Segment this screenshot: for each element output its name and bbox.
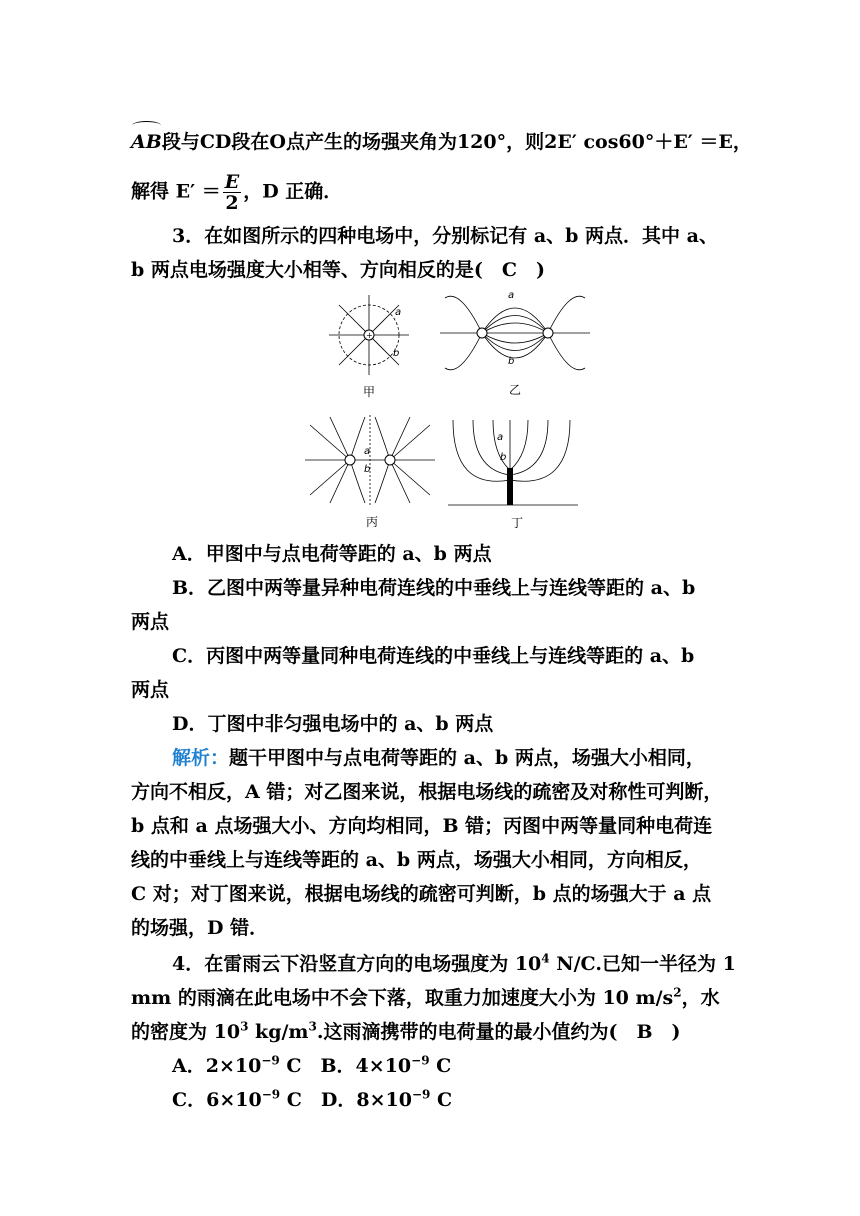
bing-a-label: a bbox=[364, 446, 371, 457]
q4-opt-b-unit: C bbox=[429, 1055, 452, 1077]
intro-line-1-text: 段与CD段在O点产生的场强夹角为120°，则2E′ cos60°＋E′ ＝E， bbox=[161, 131, 752, 153]
caption-ding: 丁 bbox=[511, 516, 524, 530]
analysis-line-6: 的场强，D 错． bbox=[131, 917, 269, 939]
caption-bing: 丙 bbox=[366, 515, 379, 529]
q4-l2-pre: mm 的雨滴在此电场中不会下落，取重力加速度大小为 10 m/s bbox=[131, 987, 674, 1009]
q4-opt-c: C．6×10 bbox=[172, 1089, 262, 1111]
figure-ding bbox=[448, 420, 580, 510]
q4-opt-a-unit: C bbox=[279, 1055, 302, 1077]
q4-stem-1 bbox=[172, 952, 736, 976]
q4-opt-a-exp: −9 bbox=[261, 1053, 280, 1068]
q4-l2-sup: 2 bbox=[673, 985, 682, 1000]
bing-b-label: b bbox=[364, 464, 371, 475]
q4-opt-d-exp: −9 bbox=[411, 1087, 431, 1102]
q4-options-cd bbox=[172, 1088, 452, 1112]
q4-opt-b: B．4×10 bbox=[320, 1055, 412, 1077]
yi-a-label: a bbox=[508, 290, 515, 301]
analysis-line-5: C 对；对丁图来说，根据电场线的疏密可判断，b 点的场强大于 a 点 bbox=[131, 883, 712, 905]
q3-option-a: A．甲图中与点电荷等距的 a、b 两点 bbox=[172, 543, 492, 565]
q4-l3-pre: 的密度为 10 bbox=[131, 1021, 241, 1043]
q4-l3-sup: 3 bbox=[240, 1019, 249, 1034]
intro-line-1 bbox=[131, 130, 752, 154]
intro-line-2 bbox=[131, 172, 342, 213]
q4-opt-d-unit: C bbox=[430, 1089, 453, 1111]
figure-bing bbox=[305, 415, 435, 505]
ding-b-label: b bbox=[500, 452, 507, 463]
ding-a-label: a bbox=[497, 432, 504, 443]
q4-l2-post: ，水 bbox=[681, 987, 720, 1009]
analysis-label: 解析： bbox=[172, 747, 230, 769]
caption-jia: 甲 bbox=[363, 385, 376, 399]
frac-den: 2 bbox=[225, 192, 239, 214]
intro-line-2-post: ，D 正确． bbox=[243, 180, 343, 203]
q4-options-ab bbox=[172, 1054, 451, 1078]
q4-l1-pre: 4．在雷雨云下沿竖直方向的电场强度为 10 bbox=[172, 953, 542, 975]
frac-num: E bbox=[224, 171, 240, 193]
figure-yi bbox=[440, 288, 590, 378]
q4-l1-sup: 4 bbox=[541, 951, 550, 966]
q3-option-c-1: C．丙图中两等量同种电荷连线的中垂线上与连线等距的 a、b bbox=[172, 645, 695, 667]
q4-l3-sup2: 3 bbox=[308, 1019, 317, 1034]
q3-option-b-1: B．乙图中两等量异种电荷连线的中垂线上与连线等距的 a、b bbox=[172, 577, 696, 599]
jia-a-label: a bbox=[395, 307, 402, 318]
intro-line-2-pre: 解得 E′ ＝ bbox=[131, 180, 221, 203]
caption-yi: 乙 bbox=[509, 383, 522, 397]
q3-stem-2: b 两点电场强度大小相等、方向相反的是( C ) bbox=[131, 259, 546, 281]
q4-stem-3 bbox=[131, 1020, 681, 1044]
q4-stem-2 bbox=[131, 986, 720, 1010]
jia-b-label: b bbox=[393, 348, 400, 359]
q4-opt-d: D．8×10 bbox=[320, 1089, 412, 1111]
q3-option-c-2: 两点 bbox=[131, 679, 170, 701]
q4-opt-c-exp: −9 bbox=[261, 1087, 281, 1102]
q4-opt-c-unit: C bbox=[280, 1089, 302, 1111]
q4-l3-post2: .这雨滴携带的电荷量的最小值约为( B ) bbox=[316, 1021, 681, 1043]
fraction-e-over-2 bbox=[223, 172, 241, 213]
arc-ab: AB bbox=[131, 131, 162, 153]
q4-l1-post: N/C.已知一半径为 1 bbox=[549, 953, 736, 975]
q4-opt-b-exp: −9 bbox=[411, 1053, 430, 1068]
q3-option-b-2: 两点 bbox=[131, 611, 170, 633]
analysis-line-1 bbox=[172, 746, 705, 770]
q3-option-d: D．丁图中非匀强电场中的 a、b 两点 bbox=[172, 713, 494, 735]
q4-l3-post: kg/m bbox=[248, 1021, 309, 1043]
analysis-line-2: 方向不相反，A 错；对乙图来说，根据电场线的疏密及对称性可判断， bbox=[131, 781, 723, 803]
yi-b-label: b bbox=[508, 356, 515, 367]
analysis-line-4: 线的中垂线上与连线等距的 a、b 两点，场强大小相同，方向相反， bbox=[131, 849, 702, 871]
analysis-line-3: b 点和 a 点场强大小、方向均相同，B 错；丙图中两等量同种电荷连 bbox=[131, 815, 713, 837]
figure-jia bbox=[325, 295, 415, 385]
q4-opt-a: A．2×10 bbox=[172, 1055, 262, 1077]
analysis-text-1: 题干甲图中与点电荷等距的 a、b 两点，场强大小相同， bbox=[229, 747, 705, 769]
q3-stem-1: 3．在如图所示的四种电场中，分别标记有 a、b 两点．其中 a、 bbox=[172, 225, 718, 247]
svg-text:+: + bbox=[366, 331, 373, 340]
